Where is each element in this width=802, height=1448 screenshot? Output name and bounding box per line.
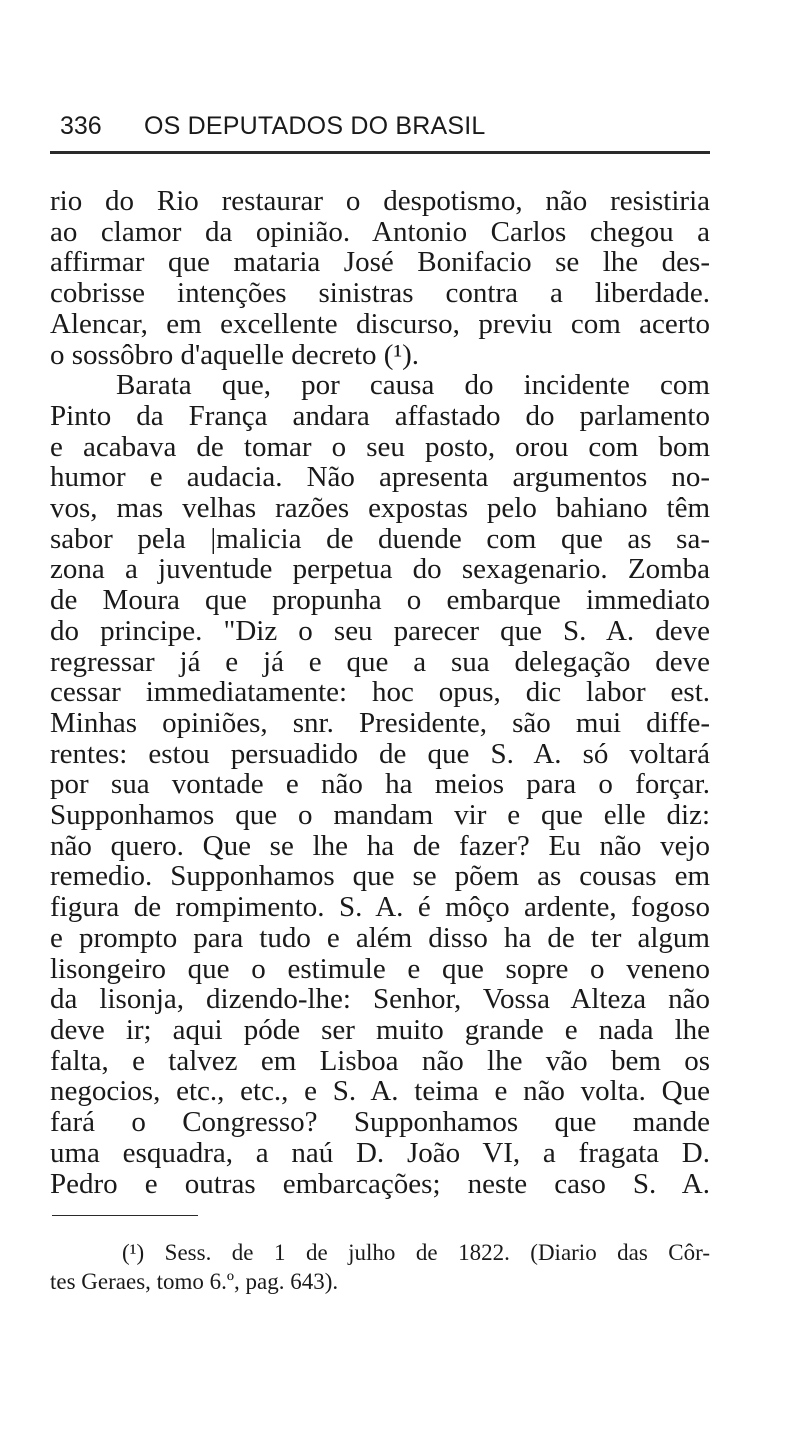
text-line: remedio. Supponhamos que se põem as cousas em <box>50 860 710 893</box>
page-number: 336 <box>60 112 102 140</box>
text-line: rio do Rio restaurar o despotismo, não resistiria <box>50 185 710 217</box>
text-line: Alencar, em excellente discurso, previu com acerto <box>50 307 710 340</box>
text-line: de Moura que propunha o embarque immediato <box>50 584 710 617</box>
text-line: Pinto da França andara affastado do parlamento <box>50 399 710 432</box>
text-line: fará o Congresso? Supponhamos que mande <box>50 1106 710 1139</box>
text-line: falta, e talvez em Lisboa não lhe vão bem os <box>50 1044 710 1077</box>
body-text <box>50 186 710 1199</box>
text-line: vos, mas velhas razões expostas pelo bahiano têm <box>50 492 710 525</box>
text-line: regressar já e já e que a sua delegação deve <box>50 645 710 678</box>
text-line: zona a juventude perpetua do sexagenario. Zomba <box>50 553 710 586</box>
text-line: Minhas opiniões, snr. Presidente, são mui diffe- <box>50 706 710 739</box>
text-line: Pedro e outras embarcações; neste caso S. A. <box>50 1167 710 1200</box>
text-line: figura de rompimento. S. A. é môço ardente, fogoso <box>50 891 710 924</box>
running-title: OS DEPUTADOS DO BRASIL <box>144 112 486 140</box>
text-line: e acabava de tomar o seu posto, orou com bom <box>50 430 710 463</box>
page-header <box>60 112 710 141</box>
text-line: cobrisse intenções sinistras contra a liberdade. <box>50 277 710 310</box>
text-line: da lisonja, dizendo-lhe: Senhor, Vossa Alteza não <box>50 983 710 1016</box>
footnote <box>50 1238 710 1296</box>
text-line: cessar immediatamente: hoc opus, dic labor est. <box>50 676 710 709</box>
text-line: Supponhamos que o mandam vir e que elle diz: <box>50 799 710 832</box>
text-line: do principe. "Diz o seu parecer que S. A. deve <box>50 614 710 647</box>
text-line: Barata que, por causa do incidente com <box>116 369 710 402</box>
text-line: o sossôbro d'aquelle decreto (¹). <box>50 338 420 371</box>
footnote-rule <box>52 1215 198 1216</box>
text-line: affirmar que mataria José Bonifacio se lhe des- <box>50 246 710 279</box>
footnote-line: tes Geraes, tomo 6.º, pag. 643). <box>50 1269 339 1294</box>
text-line: deve ir; aqui póde ser muito grande e nada lhe <box>50 1013 710 1046</box>
text-line: ao clamor da opinião. Antonio Carlos chegou a <box>50 215 710 248</box>
text-line: uma esquadra, a naú D. João VI, a fragata D. <box>50 1136 710 1169</box>
footnote-line: (¹) Sess. de 1 de julho de 1822. (Diario das Côr- <box>122 1240 710 1265</box>
text-line: por sua vontade e não ha meios para o forçar. <box>50 768 710 801</box>
text-line: humor e audacia. Não apresenta argumentos no- <box>50 461 710 494</box>
text-line: não quero. Que se lhe ha de fazer? Eu não vejo <box>50 829 710 862</box>
text-line: sabor pela |malicia de duende com que as sa- <box>50 522 710 555</box>
text-line: lisongeiro que o estimule e que sopre o veneno <box>50 952 710 985</box>
text-line: rentes: estou persuadido de que S. A. só voltará <box>50 737 710 770</box>
text-line: e prompto para tudo e além disso ha de ter algum <box>50 921 710 954</box>
text-line: negocios, etc., etc., e S. A. teima e não volta. Que <box>50 1075 710 1108</box>
header-rule <box>50 151 710 154</box>
